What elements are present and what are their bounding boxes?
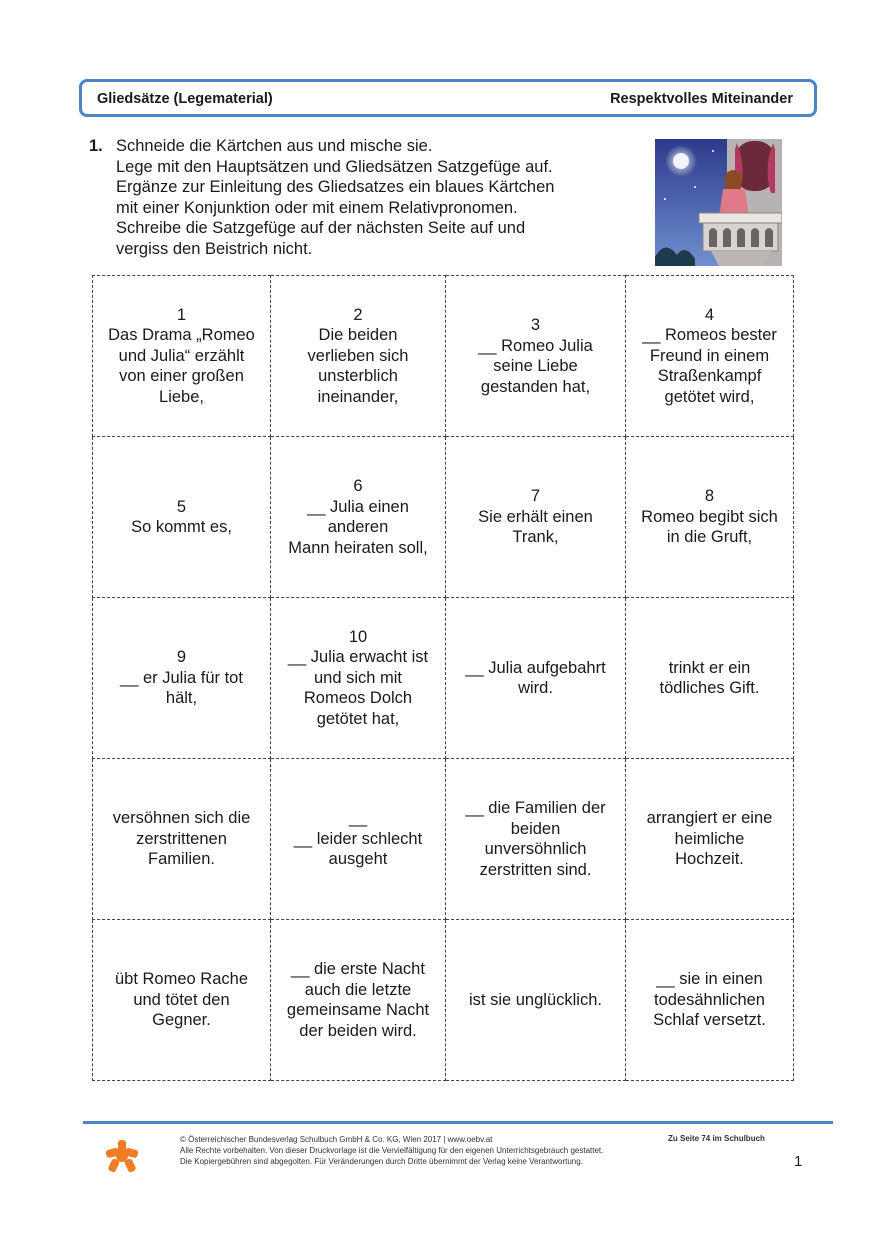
sentence-card — [626, 759, 794, 920]
card-row — [93, 598, 794, 759]
card-text-line: seine Liebe — [493, 357, 578, 375]
card-text-line: Das Drama „Romeo — [108, 326, 255, 345]
card-text-line: Liebe, — [159, 387, 204, 406]
card-text-line: zerstrittenen — [136, 829, 227, 848]
card-text-line: __ die Familien der — [465, 799, 606, 817]
worksheet-topic: Respektvolles Miteinander — [610, 91, 793, 107]
card-text-line: und Julia“ erzählt — [118, 346, 245, 365]
card-text-line: Trank, — [512, 528, 559, 547]
card-text-line: heimliche — [674, 829, 745, 848]
card-text-line: unsterblich — [318, 367, 398, 386]
card-text-line: 4 — [704, 305, 715, 324]
copyright-line: © Österreichischer Bundesverlag Schulbuch GmbH & Co. KG, Wien 2017 | www.oebv.at — [180, 1135, 493, 1144]
card-text-line: und sich mit — [313, 668, 403, 687]
card-text-line: und tötet den — [133, 990, 230, 1009]
card-text-line: Freund in einem — [649, 346, 770, 365]
card-text-line: zerstritten sind. — [479, 860, 592, 879]
sentence-card — [626, 920, 794, 1081]
card-text-line: unversöhnlich — [484, 840, 587, 858]
card-text-line: auch die letzte — [304, 980, 412, 999]
task-line: Ergänze zur Einleitung des Gliedsatzes ein blaues Kärtchen — [116, 178, 555, 196]
sentence-card — [271, 598, 446, 759]
worksheet-header — [79, 79, 817, 117]
card-text-line: todesähnlichen — [653, 990, 765, 1009]
card-text-line: __ er Julia für tot — [120, 668, 243, 687]
card-text-line: gemeinsame Nacht — [286, 1001, 430, 1019]
copyright-line: Alle Rechte vorbehalten. Von dieser Druckvorlage ist die Vervielfältigung für den eigenen Unterrichtsgebrauch gestattet. — [180, 1146, 604, 1155]
sentence-card — [446, 759, 626, 920]
oebv-logo — [104, 1138, 140, 1174]
card-text-line: __ Romeo Julia — [478, 336, 593, 355]
sentence-card — [626, 598, 794, 759]
card-text-line: 8 — [704, 487, 715, 506]
page-number: 1 — [794, 1153, 803, 1170]
card-row — [93, 759, 794, 920]
card-text-line: __ Julia erwacht ist — [287, 648, 429, 667]
sentence-card — [93, 276, 271, 437]
card-text-line: gestanden hat, — [480, 377, 591, 396]
card-text-line: anderen — [327, 518, 389, 536]
card-text-line: von einer großen — [119, 367, 244, 386]
card-text-line: So kommt es, — [131, 518, 232, 536]
card-row — [93, 276, 794, 437]
card-text-line: Familien. — [148, 850, 215, 869]
card-text-line: Romeo begibt sich — [641, 507, 778, 526]
card-text-line: __ Romeos bester — [642, 326, 777, 345]
card-text-line: übt Romeo Rache — [115, 970, 248, 989]
card-text-line: 6 — [353, 477, 363, 495]
worksheet-title: Gliedsätze (Legematerial) — [97, 91, 273, 107]
card-text-line: ineinander, — [317, 387, 399, 406]
sentence-card — [271, 276, 446, 437]
task-line: Schneide die Kärtchen aus und mische sie. — [116, 137, 433, 155]
task-line: mit einer Konjunktion oder mit einem Relativpronomen. — [116, 198, 518, 217]
sentence-card — [93, 920, 271, 1081]
sentence-card — [446, 276, 626, 437]
card-text-line: beiden — [510, 819, 561, 838]
task-line: Schreibe die Satzgefüge auf der nächsten Seite auf und — [116, 219, 526, 237]
copyright-line: Die Kopiergebühren sind abgegolten. Für Veränderungen durch Dritte übernimmt der Verlag keine Verantwortung. — [180, 1157, 583, 1166]
sentence-card — [93, 598, 271, 759]
task-text — [116, 136, 656, 259]
card-text-line: Gegner. — [152, 1011, 211, 1030]
card-row — [93, 437, 794, 598]
card-text-line: wird. — [518, 679, 553, 697]
card-text-line: Mann heiraten soll, — [288, 538, 428, 557]
task-line: vergiss den Beistrich nicht. — [116, 239, 313, 258]
sentence-card — [626, 276, 794, 437]
card-text-line: ausgeht — [328, 850, 388, 869]
card-text-line: 9 — [176, 648, 187, 667]
textbook-reference: Zu Seite 74 im Schulbuch — [668, 1134, 765, 1143]
card-text-line: __ leider schlecht — [293, 829, 423, 848]
card-text-line: Hochzeit. — [675, 850, 744, 869]
card-text-line: Die beiden — [318, 326, 398, 345]
card-text-line: Sie erhält einen — [478, 507, 593, 526]
card-text-line: 10 — [348, 627, 368, 646]
card-text-line: der beiden wird. — [299, 1021, 417, 1040]
sentence-card — [271, 920, 446, 1081]
sentence-card — [93, 759, 271, 920]
task-number: 1. — [89, 137, 103, 155]
card-text-line: __ Julia aufgebahrt — [465, 658, 606, 677]
juliet-balcony-illustration — [655, 139, 782, 266]
copyright-notice — [180, 1134, 603, 1167]
card-text-line: 7 — [530, 487, 541, 506]
card-text-line: hält, — [165, 689, 198, 708]
sentence-card — [626, 437, 794, 598]
card-text-line: 2 — [353, 305, 363, 324]
sentence-card — [446, 437, 626, 598]
card-text-line: in die Gruft, — [666, 528, 753, 547]
card-text-line: ist sie unglücklich. — [469, 990, 602, 1009]
card-text-line: 3 — [530, 316, 541, 334]
card-text-line: 1 — [176, 305, 187, 324]
card-text-line: Schlaf versetzt. — [653, 1011, 766, 1030]
card-text-line: getötet wird, — [664, 387, 755, 406]
sentence-card — [271, 759, 446, 920]
card-row — [93, 920, 794, 1081]
card-text-line: Romeos Dolch — [303, 689, 413, 708]
card-text-line: trinkt er ein — [668, 658, 751, 677]
card-text-line: tödliches Gift. — [659, 679, 760, 697]
card-grid — [92, 275, 794, 1081]
sentence-card — [446, 920, 626, 1081]
card-text-line: __ Julia einen — [307, 497, 409, 516]
card-text-line: __ sie in einen — [656, 970, 763, 989]
card-text-line: Straßenkampf — [657, 367, 762, 386]
card-text-line: 5 — [176, 497, 187, 516]
task-line: Lege mit den Hauptsätzen und Gliedsätzen Satzgefüge auf. — [116, 157, 553, 176]
card-text-line: verlieben sich — [307, 346, 409, 365]
card-text-line: getötet hat, — [316, 709, 400, 728]
card-text-line: __ die erste Nacht — [291, 960, 425, 978]
card-text-line: __ — [348, 809, 368, 828]
sentence-card — [93, 437, 271, 598]
footer-divider — [83, 1121, 833, 1124]
card-text-line: versöhnen sich die — [112, 809, 251, 828]
sentence-card — [271, 437, 446, 598]
sentence-card — [446, 598, 626, 759]
card-text-line: arrangiert er eine — [646, 809, 773, 828]
